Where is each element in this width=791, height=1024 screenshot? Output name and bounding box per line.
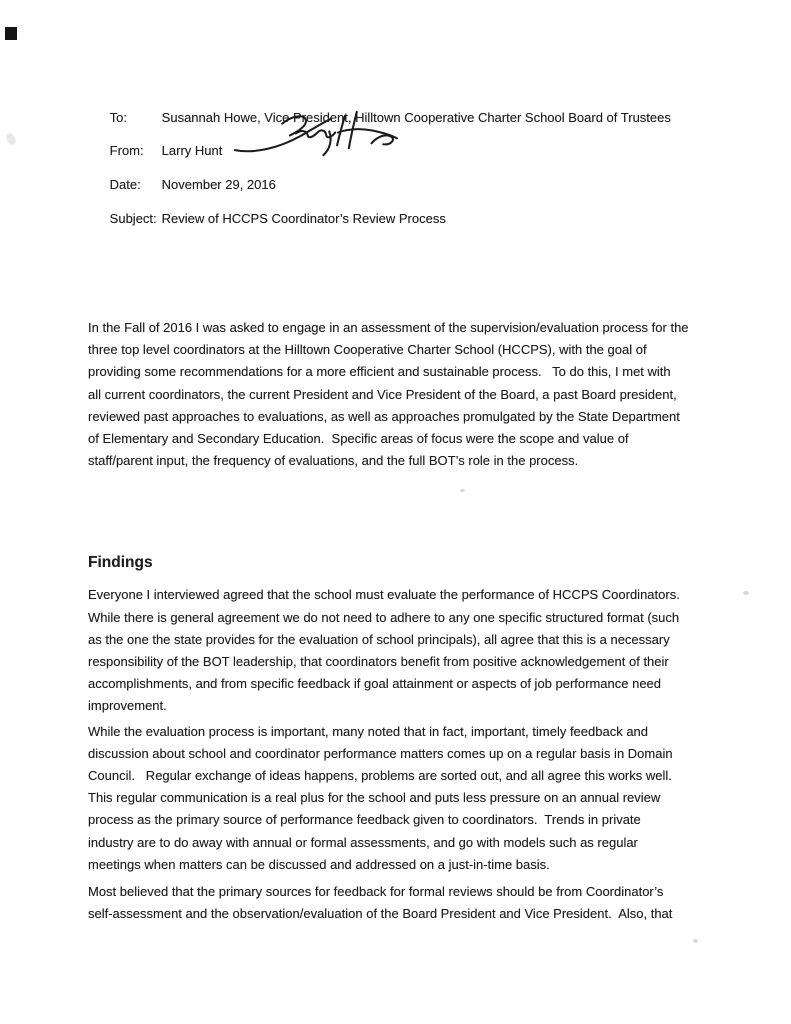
intro-paragraph bbox=[88, 317, 746, 472]
date-label: Date: bbox=[109, 177, 141, 192]
signature-stroke bbox=[337, 112, 397, 148]
text-line: responsibility of the BOT leadership, that coordinators benefit from positive acknowledgement of their bbox=[88, 654, 669, 670]
text-line: Most believed that the primary sources for feedback for formal reviews should be from Coordinator’s bbox=[88, 884, 664, 900]
signature-icon bbox=[228, 104, 406, 158]
scan-speck bbox=[693, 939, 698, 943]
scan-smudge bbox=[5, 132, 18, 146]
text-line: discussion about school and coordinator performance matters comes up on a regular basis in Domain bbox=[88, 745, 673, 761]
findings-paragraph-1 bbox=[88, 584, 746, 717]
subject-value: Review of HCCPS Coordinator’s Review Process bbox=[161, 211, 446, 226]
text-line: In the Fall of 2016 I was asked to engage in an assessment of the supervision/evaluation process for the bbox=[88, 320, 689, 335]
date-value: November 29, 2016 bbox=[161, 177, 276, 192]
text-line: Council. Regular exchange of ideas happens, problems are sorted out, and all agree this works well. bbox=[88, 768, 672, 784]
text-line: While there is general agreement we do not need to adhere to any one specific structured format (such bbox=[88, 609, 680, 625]
text-line: accomplishments, and from specific feedback if goal attainment or aspects of job performance need bbox=[88, 676, 662, 692]
text-line: improvement. bbox=[88, 698, 167, 714]
text-line: self-assessment and the observation/evaluation of the Board President and Vice President. Also, that bbox=[88, 906, 673, 922]
text-line: industry are to do away with annual or formal assessments, and go with models such as regular bbox=[88, 834, 638, 850]
text-line: providing some recommendations for a more efficient and sustainable process. To do this, I met with bbox=[88, 364, 671, 380]
findings-heading: Findings bbox=[88, 554, 153, 572]
text-line: While the evaluation process is important, many noted that in fact, important, timely feedback and bbox=[88, 723, 649, 739]
text-line: process as the primary source of performance feedback given to coordinators. Trends in private bbox=[88, 812, 641, 828]
text-line: Everyone I interviewed agreed that the school must evaluate the performance of HCCPS Coordinators. bbox=[88, 587, 680, 603]
from-value: Larry Hunt bbox=[161, 143, 223, 158]
header-row-subject bbox=[88, 196, 446, 241]
to-label: To: bbox=[109, 110, 128, 125]
findings-paragraph-2 bbox=[88, 721, 746, 876]
text-line: staff/parent input, the frequency of evaluations, and the full BOT’s role in the process. bbox=[88, 453, 579, 469]
text-line: three top level coordinators at the Hilltown Cooperative Charter School (HCCPS), with the goal of bbox=[88, 342, 647, 358]
from-label: From: bbox=[109, 143, 144, 158]
findings-paragraph-3 bbox=[88, 881, 746, 925]
scan-artifact-black-square bbox=[5, 27, 17, 40]
text-line: This regular communication is a real plus for the school and puts less pressure on an annual review bbox=[88, 790, 661, 806]
text-line: of Elementary and Secondary Education. Specific areas of focus were the scope and value of bbox=[88, 431, 629, 447]
text-line: meetings when matters can be discussed and addressed on a just-in-time basis. bbox=[88, 856, 550, 872]
text-line: as the one the state provides for the evaluation of school principals), all agree that this is a necessary bbox=[88, 631, 670, 647]
memo-body bbox=[88, 317, 746, 925]
signature-stroke bbox=[282, 116, 335, 155]
text-line: reviewed past approaches to evaluations, as well as approaches promulgated by the State Department bbox=[88, 408, 680, 424]
text-line: all current coordinators, the current President and Vice President of the Board, a past Board president, bbox=[88, 386, 677, 402]
to-value: Susannah Howe, Vice President, Hilltown Cooperative Charter School Board of Trustees bbox=[161, 110, 671, 125]
subject-label: Subject: bbox=[109, 211, 157, 226]
